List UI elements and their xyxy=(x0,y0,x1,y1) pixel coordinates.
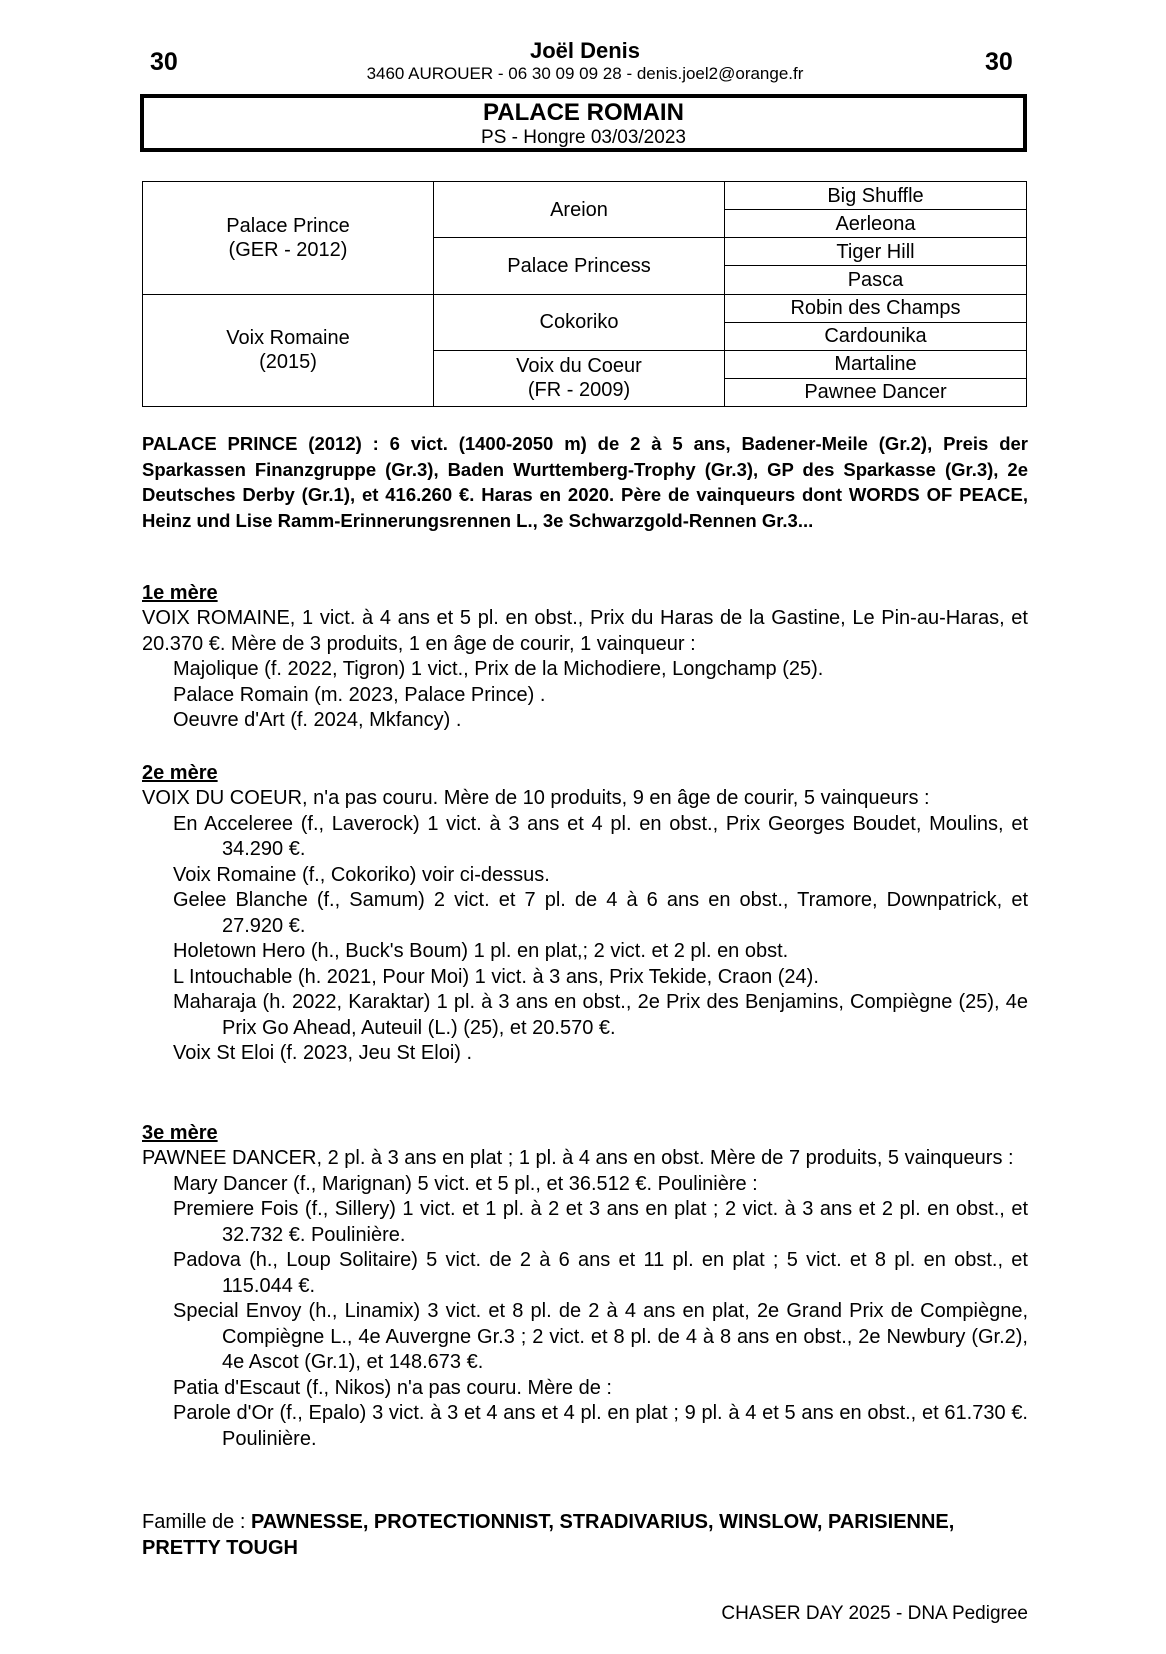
second-dam-produce xyxy=(142,812,1028,1067)
produce-entry: Patia d'Escaut (f., Nikos) n'a pas couru. Mère de : xyxy=(173,1376,612,1399)
produce-entry: Maharaja (h. 2022, Karaktar) 1 pl. à 3 ans en obst., 2e Prix des Benjamins, Compiègne (25), 4e Prix Go Ahead, Auteuil (L.) (25), et 20.570 €. xyxy=(173,991,1028,1039)
produce-entry: Padova (h., Loup Solitaire) 5 vict. de 2 à 6 ans et 11 pl. en plat ; 5 vict. et 8 pl. en obst., et 115.044 €. xyxy=(173,1249,1028,1297)
pedigree-sire xyxy=(143,182,434,295)
third-dam-intro: PAWNEE DANCER, 2 pl. à 3 ans en plat ; 1 pl. à 4 ans en obst. Mère de 7 produits, 5 vainqueurs : xyxy=(142,1147,1014,1169)
horse-info: PS - Hongre 03/03/2023 xyxy=(481,127,686,148)
produce-entry: Holetown Hero (h., Buck's Boum) 1 pl. en plat,; 2 vict. et 2 pl. en obst. xyxy=(173,940,789,962)
produce-entry: Mary Dancer (f., Marignan) 5 vict. et 5 pl., et 36.512 €. Poulinière : xyxy=(173,1172,758,1195)
first-dam-heading: 1e mère xyxy=(142,582,218,604)
sire-info: (GER - 2012) xyxy=(228,238,348,261)
pedigree-g3-4: Pasca xyxy=(725,266,1027,294)
page-number-left: 30 xyxy=(150,48,178,76)
horse-name: PALACE ROMAIN xyxy=(483,99,684,126)
page-number-right: 30 xyxy=(985,48,1013,76)
pedigree-sire-dam: Palace Princess xyxy=(434,238,725,294)
pedigree-g3-6: Cardounika xyxy=(725,322,1027,350)
produce-entry: Palace Romain (m. 2023, Palace Prince) . xyxy=(173,683,546,706)
third-dam-heading: 3e mère xyxy=(142,1122,218,1144)
breeder-contact: 3460 AUROUER - 06 30 09 09 28 - denis.joel2@orange.fr xyxy=(366,64,804,83)
second-dam-intro: VOIX DU COEUR, n'a pas couru. Mère de 10 produits, 9 en âge de courir, 5 vainqueurs : xyxy=(142,787,930,809)
pedigree-g3-7: Martaline xyxy=(725,350,1027,378)
produce-entry: Voix St Eloi (f. 2023, Jeu St Eloi) . xyxy=(173,1042,473,1064)
pedigree-g3-5: Robin des Champs xyxy=(725,294,1027,322)
dam-dam-info: (FR - 2009) xyxy=(527,379,631,402)
produce-entry: L Intouchable (h. 2021, Pour Moi) 1 vict. à 3 ans, Prix Tekide, Craon (24). xyxy=(173,965,819,988)
produce-entry: Majolique (f. 2022, Tigron) 1 vict., Prix de la Michodiere, Longchamp (25). xyxy=(173,658,824,680)
produce-entry: Oeuvre d'Art (f. 2024, Mkfancy) . xyxy=(173,709,462,731)
breeder-name: Joël Denis xyxy=(529,38,641,63)
pedigree-g3-2: Aerleona xyxy=(725,210,1027,238)
second-dam-section xyxy=(142,760,1028,1067)
pedigree-dam-dam xyxy=(434,350,725,406)
first-dam-produce xyxy=(142,657,1028,734)
pedigree-dam-sire: Cokoriko xyxy=(434,294,725,350)
third-dam-section xyxy=(142,1120,1028,1452)
family-names: PAWNESSE, PROTECTIONNIST, STRADIVARIUS, WINSLOW, PARISIENNE, PRETTY TOUGH xyxy=(142,1511,955,1559)
family-line xyxy=(142,1510,1028,1561)
first-dam-section xyxy=(142,580,1028,734)
dam-info: (2015) xyxy=(259,351,317,374)
dam-dam-name: Voix du Coeur xyxy=(516,355,642,378)
pedigree-g3-8: Pawnee Dancer xyxy=(725,378,1027,406)
second-dam-heading: 2e mère xyxy=(142,762,218,784)
family-label: Famille de : xyxy=(142,1511,251,1533)
pedigree-g3-3: Tiger Hill xyxy=(725,238,1027,266)
produce-entry: En Acceleree (f., Laverock) 1 vict. à 3 ans et 4 pl. en obst., Prix Georges Boudet, Moulins, et 34.290 €. xyxy=(173,812,1028,860)
produce-entry: Premiere Fois (f., Sillery) 1 vict. et 1 pl. à 2 et 3 ans en plat ; 2 vict. à 3 ans et 2 pl. en obst., et 32.732 €. Poulinière. xyxy=(173,1198,1028,1246)
horse-title-box xyxy=(140,94,1027,152)
pedigree-sire-sire: Areion xyxy=(434,182,725,238)
dam-name: Voix Romaine xyxy=(226,327,350,350)
page-footer: CHASER DAY 2025 - DNA Pedigree xyxy=(721,1603,1028,1624)
third-dam-produce xyxy=(142,1172,1028,1453)
produce-entry: Voix Romaine (f., Cokoriko) voir ci-dessus. xyxy=(173,863,550,886)
produce-entry: Special Envoy (h., Linamix) 3 vict. et 8 pl. de 2 à 4 ans en plat, 2e Grand Prix de Compiègne, Compiègne L., 4e Auvergne Gr.3 ; 2 vict. et 8 pl. de 4 à 8 ans en obst., 2e Newbury (Gr.2), 4e Ascot (Gr.1), et 148.673 €. xyxy=(173,1300,1028,1373)
first-dam-intro: VOIX ROMAINE, 1 vict. à 4 ans et 5 pl. en obst., Prix du Haras de la Gastine, Le Pin-au-Haras, et 20.370 €. Mère de 3 produits, 1 en âge de courir, 1 vainqueur : xyxy=(142,607,1028,655)
breeder-header xyxy=(300,38,870,84)
pedigree-g3-1: Big Shuffle xyxy=(725,182,1027,210)
produce-entry: Parole d'Or (f., Epalo) 3 vict. à 3 et 4 ans et 4 pl. en plat ; 9 pl. à 4 et 5 ans en obst., et 61.730 €. Poulinière. xyxy=(173,1402,1028,1450)
pedigree-dam xyxy=(143,294,434,407)
sire-record: PALACE PRINCE (2012) : 6 vict. (1400-2050 m) de 2 à 5 ans, Badener-Meile (Gr.2), Preis der Sparkassen Finanzgruppe (Gr.3), Baden Wurttemberg-Trophy (Gr.3), GP des Sparkasse (Gr.3), 2e Deutsches Derby (Gr.1), et 416.260 €. Haras en 2020. Père de vainqueurs dont WORDS OF PEACE, Heinz und Lise Ramm-Erinnerungsrennen L., 3e Schwarzgold-Rennen Gr.3... xyxy=(142,433,1028,531)
produce-entry: Gelee Blanche (f., Samum) 2 vict. et 7 pl. de 4 à 6 ans en obst., Tramore, Downpatrick, et 27.920 €. xyxy=(173,889,1028,937)
sire-name: Palace Prince xyxy=(226,214,350,237)
pedigree-table xyxy=(142,181,1027,407)
